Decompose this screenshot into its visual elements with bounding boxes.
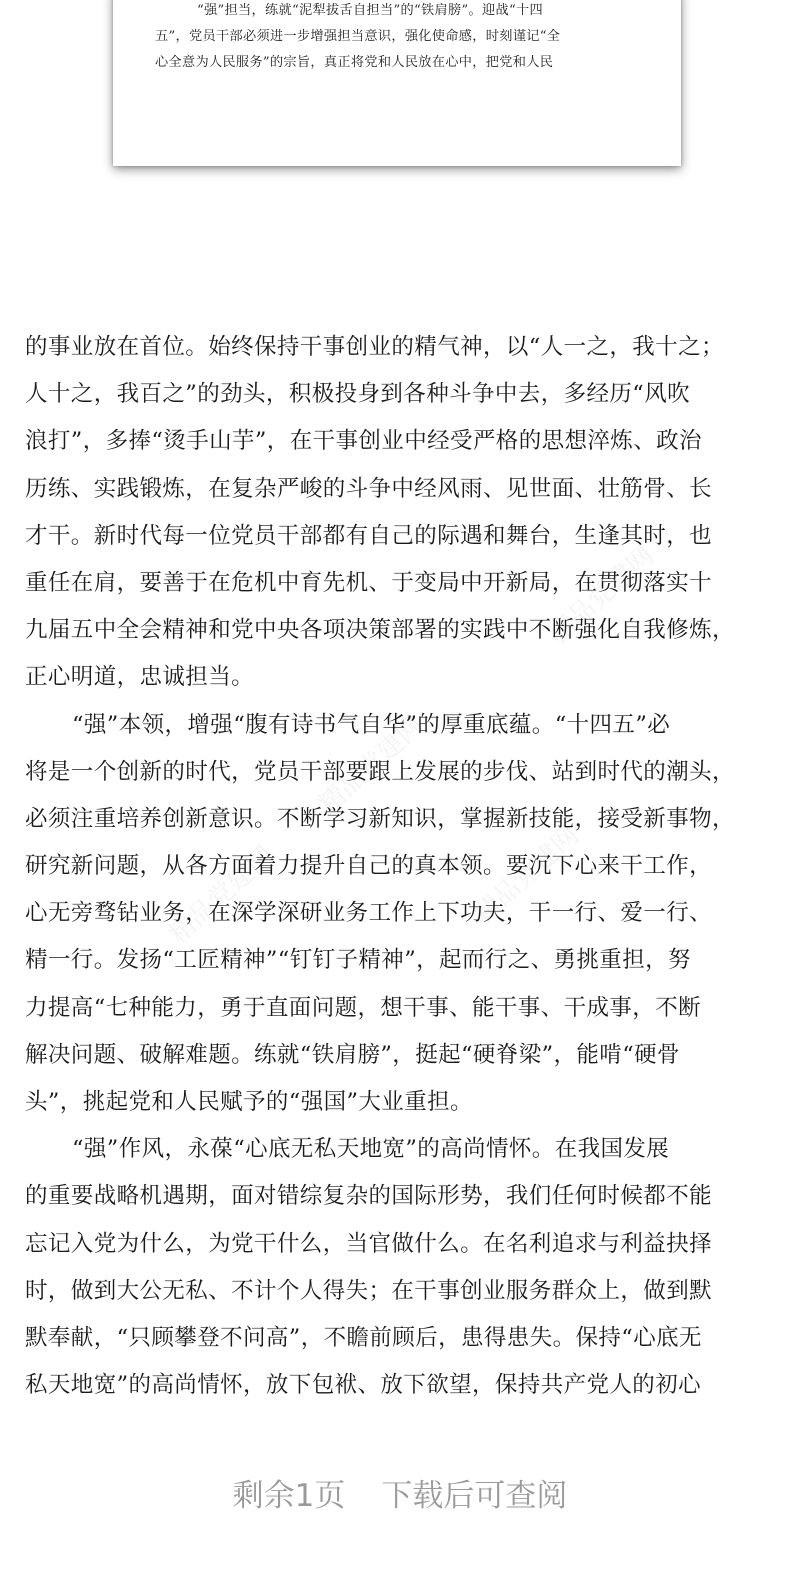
watermark: 精品党建网 — [543, 540, 661, 651]
watermark: 精品党建网 — [468, 820, 586, 931]
text-line: 的事业放在首位。始终保持干事创业的精气神，以“人一之，我十之； — [25, 334, 724, 360]
text-line: 研究新问题，从各方面着力提升自己的真本领。要沉下心来干工作， — [25, 853, 713, 880]
text-line: 默奉献，“只顾攀登不问高”，不瞻前顾后，患得患失。保持“心底无 — [25, 1324, 702, 1351]
text-line: 心无旁骛钻业务，在深学深研业务工作上下功夫，干一行、爱一行、 — [25, 900, 713, 927]
text-line: 力提高“七种能力，勇于直面问题，想干事、能干事、干成事，不断 — [25, 994, 702, 1021]
text-line: 解决问题、破解难题。练就“铁肩膀”，挺起“硬脊梁”，能啃“硬骨 — [25, 1041, 680, 1068]
text-line: 必须注重培养创新意识。不断学习新知识，掌握新技能，接受新事物， — [25, 805, 735, 832]
text-line: 头”，挑起党和人民赋予的“强国”大业重担。 — [25, 1089, 473, 1115]
preview-line: “强”担当，练就“泥犁拔舌自担当”的“铁肩膀”。迎战“十四 — [197, 3, 544, 18]
text-line: 历练、实践锻炼，在复杂严峻的斗争中经风雨、见世面、壮筋骨、长 — [25, 475, 713, 502]
text-line: 私天地宽”的高尚情怀，放下包袱、放下欲望，保持共产党人的初心 — [25, 1372, 702, 1399]
paragraph-start-line: “强”本领，增强“腹有诗书气自华”的厚重底蕴。“十四五”必 — [72, 711, 671, 738]
page-preview-card — [113, 0, 681, 166]
preview-line: 心全意为人民服务”的宗旨，真正将党和人民放在心中，把党和人民 — [155, 55, 554, 70]
preview-line: 五”，党员干部必须进一步增强担当意识，强化使命感，时刻谨记“全 — [155, 29, 561, 44]
text-line: 精一行。发扬“工匠精神”“钉钉子精神”，起而行之、勇挑重担，努 — [25, 947, 691, 974]
text-line: 时，做到大公无私、不计个人得失；在干事创业服务群众上，做到默 — [25, 1277, 713, 1304]
text-line: 浪打”，多捧“烫手山芋”，在干事创业中经受严格的思想淬炼、政治 — [25, 428, 702, 455]
paragraph-start-line: “强”作风，永葆“心底无私天地宽”的高尚情怀。在我国发展 — [72, 1136, 670, 1163]
remaining-pages-label[interactable]: 剩余1页 — [232, 1477, 346, 1514]
preview-card-text — [155, 0, 643, 76]
download-to-view-link[interactable]: 下载后可查阅 — [381, 1477, 568, 1514]
document-body — [25, 324, 777, 1409]
text-line: 正心明道，忠诚担当。 — [25, 664, 255, 691]
watermark: 精品党建网 — [163, 840, 281, 951]
text-line: 忘记入党为什么，为党干什么，当官做什么。在名利追求与利益抉择 — [25, 1230, 713, 1257]
text-line: 才干。新时代每一位党员干部都有自己的际遇和舞台，生逢其时，也 — [25, 522, 713, 549]
text-line: 九届五中全会精神和党中央各项决策部署的实践中不断强化自我修炼， — [25, 617, 735, 644]
text-line: 将是一个创新的时代，党员干部要跟上发展的步伐、站到时代的潮头， — [25, 758, 735, 785]
text-line: 人十之，我百之”的劲头，积极投身到各种斗争中去，多经历“风吹 — [25, 381, 691, 408]
text-line: 重任在肩，要善于在危机中育先机、于变局中开新局，在贯彻落实十 — [25, 569, 713, 596]
download-footer[interactable] — [0, 1462, 800, 1522]
text-line: 的重要战略机遇期，面对错综复杂的国际形势，我们任何时候都不能 — [25, 1183, 713, 1210]
watermark: 精品党建网 — [313, 710, 431, 821]
